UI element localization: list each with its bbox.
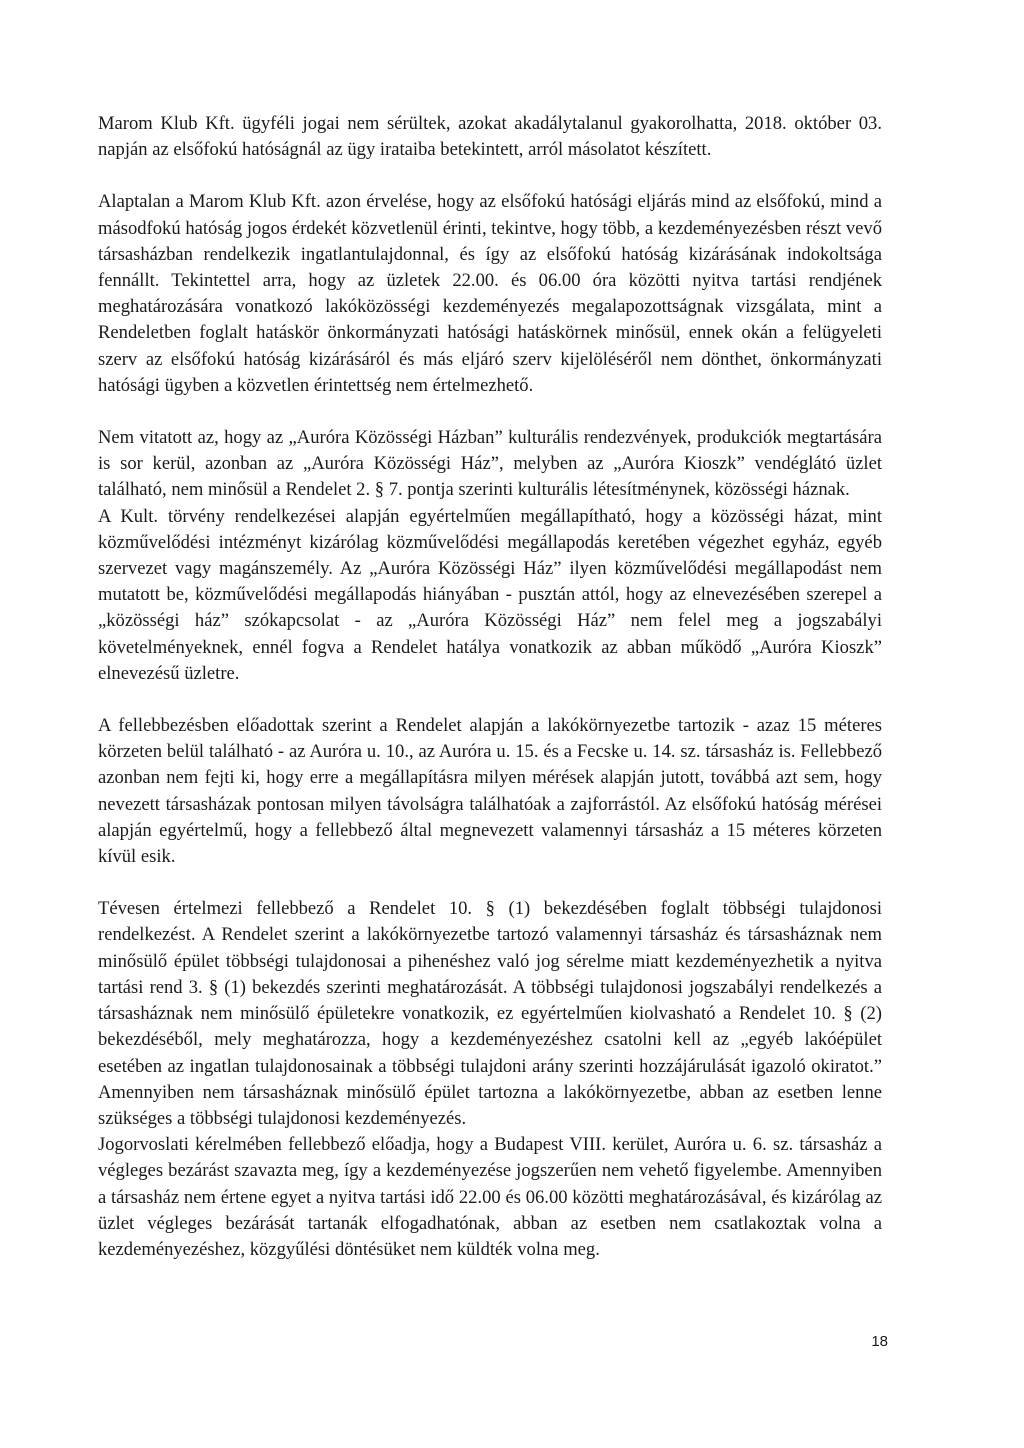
page-number: 18	[871, 1333, 888, 1350]
paragraph-majority-owners: Tévesen értelmezi fellebbező a Rendelet 10. § (1) bekezdésében foglalt többségi tulajdonosi rendelkezést. A Rendelet szerint a lakókörnyezetbe tartozó valamennyi társasház és társasháznak nem minősülő épület többségi tulajdonosai a pihenéshez való jog sérelme miatt kezdeményezhetik a nyitva tartási rend 3. § (1) bekezdés szerinti meghatározását. A többségi tulajdonosi jogszabályi rendelkezés a társasháznak nem minősülő épületekre vonatkozik, ez egyértelműen kiolvasható a Rendelet 10. § (2) bekezdéséből, mely meghatározza, hogy a kezdeményezéshez csatolni kell az „egyéb lakóépület esetében az ingatlan tulajdonosainak a többségi tulajdoni arány szerinti hozzájárulását igazoló okiratot.” Amennyiben nem társasháznak minősülő épület tartozna a lakókörnyezetbe, abban az esetben lenne szükséges a többségi tulajdonosi kezdeményezés.	[98, 898, 882, 1129]
document-body	[98, 111, 882, 1263]
paragraph-legal-remedy: Jogorvoslati kérelmében fellebbező előadja, hogy a Budapest VIII. kerület, Auróra u. 6. sz. társasház a végleges bezárást szavazta meg, így a kezdeményezése jogszerűen nem vehető figyelembe. Amennyiben a társasház nem értene egyet a nyitva tartási idő 22.00 és 06.00 közötti meghatározásával, és kizárólag az üzlet végleges bezárását tartanák elfogadhatónak, abban az esetben nem csatlakoztak volna a kezdeményezéshez, közgyűlési döntésüket nem küldték volna meg.	[98, 1134, 882, 1260]
paragraph-15-meter-zone: A fellebbezésben előadottak szerint a Rendelet alapján a lakókörnyezetbe tartozik - azaz 15 méteres körzeten belül található - az Auróra u. 10., az Auróra u. 15. és a Fecske u. 14. sz. társasház is. Fellebbező azonban nem fejti ki, hogy erre a megállapításra milyen mérések alapján jutott, továbbá azt sem, hogy nevezett társasházak pontosan milyen távolságra találhatóak a zajforrástól. Az elsőfokú hatóság mérései alapján egyértelmű, hogy a fellebbező által megnevezett valamennyi társasház a 15 méteres körzeten kívül esik.	[98, 715, 882, 868]
paragraph-client-rights: Marom Klub Kft. ügyféli jogai nem sérültek, azokat akadálytalanul gyakorolhatta, 2018. október 03. napján az elsőfokú hatóságnál az ügy irataiba betekintett, arról másolatot készített.	[98, 113, 882, 161]
paragraph-kult-law: A Kult. törvény rendelkezései alapján egyértelműen megállapítható, hogy a közösségi házat, mint közművelődési intézményt kizárólag közművelődési megállapodás keretében végezhet egyház, egyéb szervezet vagy magánszemély. Az „Auróra Közösségi Ház” ilyen közművelődési megállapodást nem mutatott be, közművelődési megállapodás hiányában - pusztán attól, hogy az elnevezésében szerepel a „közösségi ház” szókapcsolat - az „Auróra Közösségi Ház” nem felel meg a jogszabályi követelményeknek, ennél fogva a Rendelet hatálya vonatkozik az abban működő „Auróra Kioszk” elnevezésű üzletre.	[98, 505, 882, 684]
paragraph-community-house: Nem vitatott az, hogy az „Auróra Közösségi Házban” kulturális rendezvények, produkciók megtartására is sor kerül, azonban az „Auróra Közösségi Ház”, melyben az „Auróra Kioszk” vendéglátó üzlet található, nem minősül a Rendelet 2. § 7. pontja szerinti kulturális létesítménynek, közösségi háznak.	[98, 427, 882, 501]
paragraph-conflict-of-interest: Alaptalan a Marom Klub Kft. azon érvelése, hogy az elsőfokú hatósági eljárás mind az elsőfokú, mind a másodfokú hatóság jogos érdekét közvetlenül érinti, tekintve, hogy több, a kezdeményezésben részt vevő társasházban rendelkezik ingatlantulajdonnal, és így az elsőfokú hatóság kizárásának indokoltsága fennállt. Tekintettel arra, hogy az üzletek 22.00. és 06.00 óra közötti nyitva tartási rendjének meghatározására vonatkozó lakóközösségi kezdeményezés megalapozottságnak vizsgálata, mint a Rendeletben foglalt hatáskör önkormányzati hatósági hatáskörnek minősül, ennek okán a felügyeleti szerv az elsőfokú hatóság kizárásáról és más eljáró szerv kijelöléséről nem dönthet, önkormányzati hatósági ügyben a közvetlen érintettség nem értelmezhető.	[98, 191, 882, 396]
